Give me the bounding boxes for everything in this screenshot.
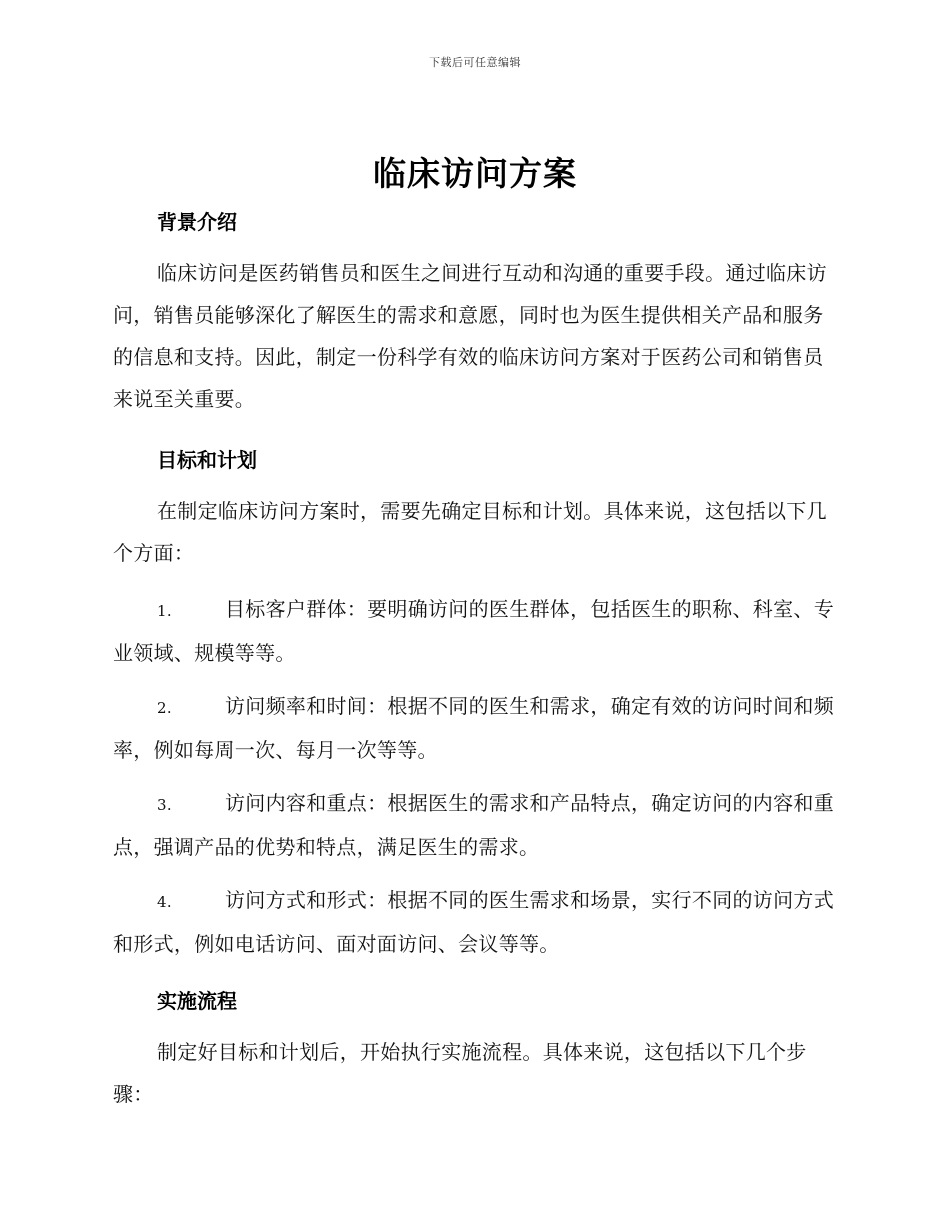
section-heading-background: 背景介绍 [157,210,237,234]
section-heading-goals: 目标和计划 [157,448,257,472]
list-item [113,685,835,771]
list-item-text: 访问内容和重点：根据医生的需求和产品特点，确定访问的内容和重点，强调产品的优势和特点，满足医生的需求。 [113,791,834,859]
list-item-text: 访问频率和时间：根据不同的医生和需求，确定有效的访问时间和频率，例如每周一次、每月一次等等。 [113,694,834,762]
paragraph-goals: 在制定临床访问方案时，需要先确定目标和计划。具体来说，这包括以下几个方面： [113,499,827,565]
list-item-number: 3. [157,796,172,814]
list-item [113,879,835,965]
paragraph-background: 临床访问是医药销售员和医生之间进行互动和沟通的重要手段。通过临床访问，销售员能够深化了解医生的需求和意愿，同时也为医生提供相关产品和服务的信息和支持。因此，制定一份科学有效的临床访问方案对于医药公司和销售员来说至关重要。 [113,261,827,411]
paragraph-implementation: 制定好目标和计划后，开始执行实施流程。具体来说，这包括以下几个步骤： [113,1040,807,1106]
list-item-number: 1. [157,602,172,620]
list-item-number: 4. [157,893,172,911]
list-item-number: 2. [157,699,172,717]
document-title: 临床访问方案 [373,154,577,193]
section-heading-implementation: 实施流程 [157,989,237,1013]
list-item [113,782,835,868]
list-item-text: 访问方式和形式：根据不同的医生需求和场景，实行不同的访问方式和形式，例如电话访问、面对面访问、会议等等。 [113,888,834,956]
header-note: 下载后可任意编辑 [429,56,521,69]
list-item [113,588,835,674]
list-item-text: 目标客户群体：要明确访问的医生群体，包括医生的职称、科室、专业领域、规模等等。 [113,597,834,665]
